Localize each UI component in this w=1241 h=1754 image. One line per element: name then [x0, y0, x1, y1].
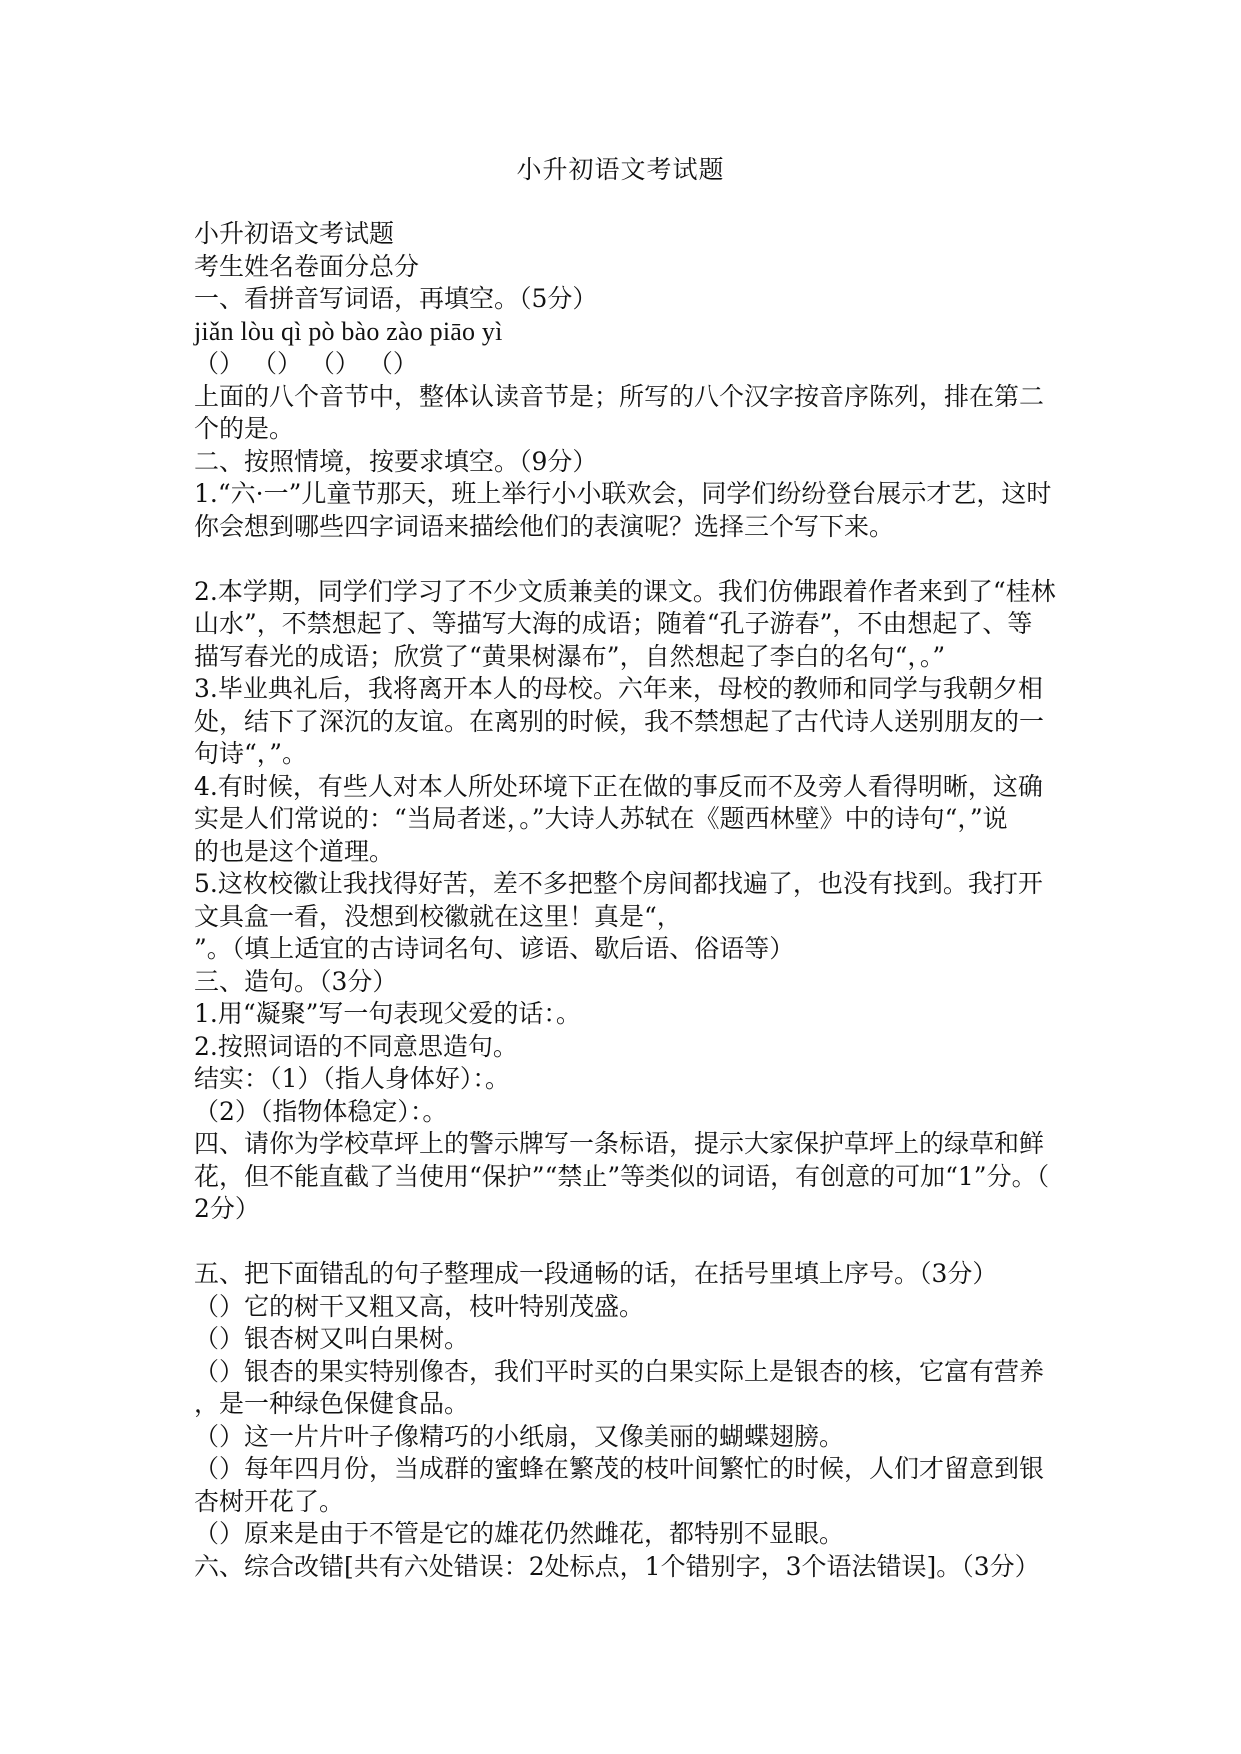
text-line: 杏树开花了。 [194, 1486, 345, 1516]
text-line: 处，结下了深沉的友谊。在离别的时候，我不禁想起了古代诗人送别朋友的一 [194, 706, 1045, 736]
text-line: （）银杏树又叫白果树。 [194, 1324, 470, 1353]
text-line: （）这一片片叶子像精巧的小纸扇，又像美丽的蝴蝶翅膀。 [194, 1421, 845, 1451]
text-line: 文具盒一看，没想到校徽就在这里！真是“， [194, 901, 682, 931]
text-line: 山水”，不禁想起了、等描写大海的成语；随着“孔子游春”，不由想起了、等 [194, 609, 1033, 638]
text-line: 1.用“凝聚”写一句表现父爱的话：。 [194, 999, 581, 1028]
text-line: 一、看拼音写词语，再填空。（5分） [194, 284, 598, 313]
text-line: 5.这枚校徽让我找得好苦，差不多把整个房间都找遍了，也没有找到。我打开 [194, 869, 1043, 898]
document-body [194, 218, 1056, 1583]
text-line: 描写春光的成语；欣赏了“黄果树瀑布”，自然想起了李白的名句“，。” [194, 641, 946, 671]
blank-line [194, 543, 1052, 576]
text-line: ”。（填上适宜的古诗词名句、谚语、歇后语、俗语等） [194, 934, 795, 963]
text-line: （2）（指物体稳定）：。 [194, 1096, 448, 1126]
text-line: 三、造句。（3分） [194, 966, 398, 996]
text-line: 考生姓名卷面分总分 [194, 251, 420, 281]
text-line: 二、按照情境，按要求填空。（9分） [194, 446, 598, 476]
text-line: （）银杏的果实特别像杏，我们平时买的白果实际上是银杏的核，它富有营养 [194, 1356, 1045, 1386]
text-line: （）每年四月份，当成群的蜜蜂在繁茂的枝叶间繁忙的时候，人们才留意到银 [194, 1454, 1045, 1483]
text-line: 1.“六·一”儿童节那天，班上举行小小联欢会，同学们纷纷登台展示才艺，这时 [194, 479, 1052, 508]
text-line: 六、综合改错[共有六处错误：2处标点，1个错别字，3个语法错误]。（3分） [194, 1551, 1040, 1581]
text-line: 3.毕业典礼后，我将离开本人的母校。六年来，母校的教师和同学与我朝夕相 [194, 674, 1043, 703]
text-line: （） （） （） （） [194, 349, 418, 378]
text-line: 2.按照词语的不同意思造句。 [194, 1031, 518, 1061]
blank-line [194, 1226, 1052, 1259]
text-line: （）它的树干又粗又高，枝叶特别茂盛。 [194, 1291, 645, 1321]
text-line: 实是人们常说的：“当局者迷，。”大诗人苏轼在《题西林壁》中的诗句“，”说 [194, 804, 1008, 833]
text-line: jiǎn lòu qì pò bào zào piāo yì [194, 316, 503, 346]
text-line: 的也是这个道理。 [194, 836, 395, 866]
text-line: 结实：（1）（指人身体好）：。 [194, 1064, 510, 1093]
text-line: 个的是。 [194, 414, 295, 443]
document-title: 小升初语文考试题 [516, 155, 725, 184]
text-line: 你会想到哪些四字词语来描绘他们的表演呢？选择三个写下来。 [194, 511, 895, 541]
text-line: 五、把下面错乱的句子整理成一段通畅的话，在括号里填上序号。（3分） [194, 1259, 998, 1288]
text-line: 2.本学期，同学们学习了不少文质兼美的课文。我们仿佛跟着作者来到了“桂林 [194, 576, 1056, 606]
text-line: （）原来是由于不管是它的雄花仍然雌花，都特别不显眼。 [194, 1519, 845, 1548]
text-line: 4.有时候，有些人对本人所处环境下正在做的事反而不及旁人看得明晰，这确 [194, 771, 1043, 801]
text-line: 上面的八个音节中，整体认读音节是；所写的八个汉字按音序陈列，排在第二 [194, 381, 1045, 411]
text-line: 句诗“，”。 [194, 739, 308, 768]
text-line: 2分） [194, 1194, 260, 1223]
text-line: 四、请你为学校草坪上的警示牌写一条标语，提示大家保护草坪上的绿草和鲜 [194, 1129, 1045, 1158]
text-line: 小升初语文考试题 [194, 219, 395, 248]
text-line: ，是一种绿色保健食品。 [194, 1389, 470, 1418]
text-line: 花，但不能直截了当使用“保护”“禁止”等类似的词语，有创意的可加“1”分。（ [194, 1161, 1050, 1191]
